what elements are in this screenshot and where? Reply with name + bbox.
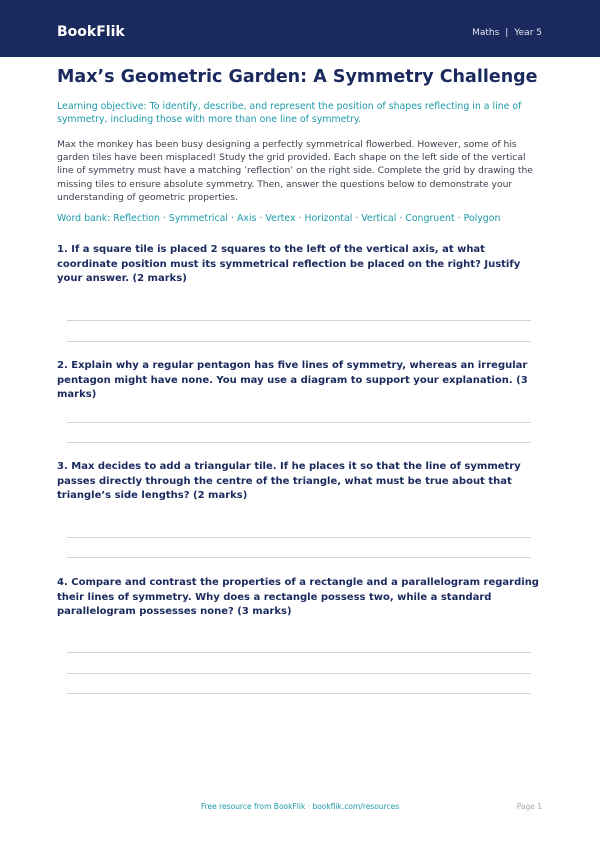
question-3: 3. Max decides to add a triangular tile. If he places it so that the line of symmetry passes directly through the centre of the triangle, what must be true about that triangle’s side lengths? (2 marks) xyxy=(57,461,521,501)
word-bank: Word bank: Reflection · Symmetrical · Axis · Vertex · Horizontal · Vertical · Congruent · Polygon xyxy=(57,213,501,224)
intro-paragraph: Max the monkey has been busy designing a perfectly symmetrical flowerbed. However, some of his garden tiles have been misplaced! Study the grid provided. Each shape on the left side of the vertical line of symmetry must have a matching ’reflection’ on the right side. Complete the grid by drawing the missing tiles to ensure absolute symmetry. Then, answer the questions below to demonstrate your understanding of geometric properties. xyxy=(57,139,533,203)
answer-line[interactable] xyxy=(67,537,531,538)
answer-line[interactable] xyxy=(67,341,531,342)
question-2: 2. Explain why a regular pentagon has five lines of symmetry, whereas an irregular pentagon might have none. You may use a diagram to support your explanation. (3 marks) xyxy=(57,360,528,400)
worksheet-title: Max’s Geometric Garden: A Symmetry Challenge xyxy=(57,67,538,87)
year-label: Year 5 xyxy=(514,28,542,38)
footer-resource-link[interactable]: Free resource from BookFlik · bookflik.com/resources xyxy=(200,802,400,811)
question-4: 4. Compare and contrast the properties of a rectangle and a parallelogram regarding their lines of symmetry. Why does a rectangle possess two, while a standard parallelogram possesses none? (3 marks) xyxy=(57,577,539,617)
answer-line[interactable] xyxy=(67,557,531,558)
brand-logo: BookFlik xyxy=(57,24,125,40)
learning-objective: Learning objective: To identify, describe, and represent the position of shapes reflecting in a line of symmetry, including those with more than one line of symmetry. xyxy=(57,101,522,125)
page-header xyxy=(0,0,600,57)
answer-line[interactable] xyxy=(67,320,531,321)
subject-label: Maths xyxy=(472,28,500,38)
answer-line[interactable] xyxy=(67,693,531,694)
page-number: Page 1 xyxy=(516,802,542,811)
meta-separator: | xyxy=(505,28,509,38)
subject-year xyxy=(472,27,542,39)
answer-line[interactable] xyxy=(67,673,531,674)
answer-line[interactable] xyxy=(67,442,531,443)
answer-line[interactable] xyxy=(67,422,531,423)
question-1: 1. If a square tile is placed 2 squares to the left of the vertical axis, at what coordinate position must its symmetrical reflection be placed on the right? Justify your answer. (2 marks) xyxy=(57,244,521,284)
answer-line[interactable] xyxy=(67,652,531,653)
